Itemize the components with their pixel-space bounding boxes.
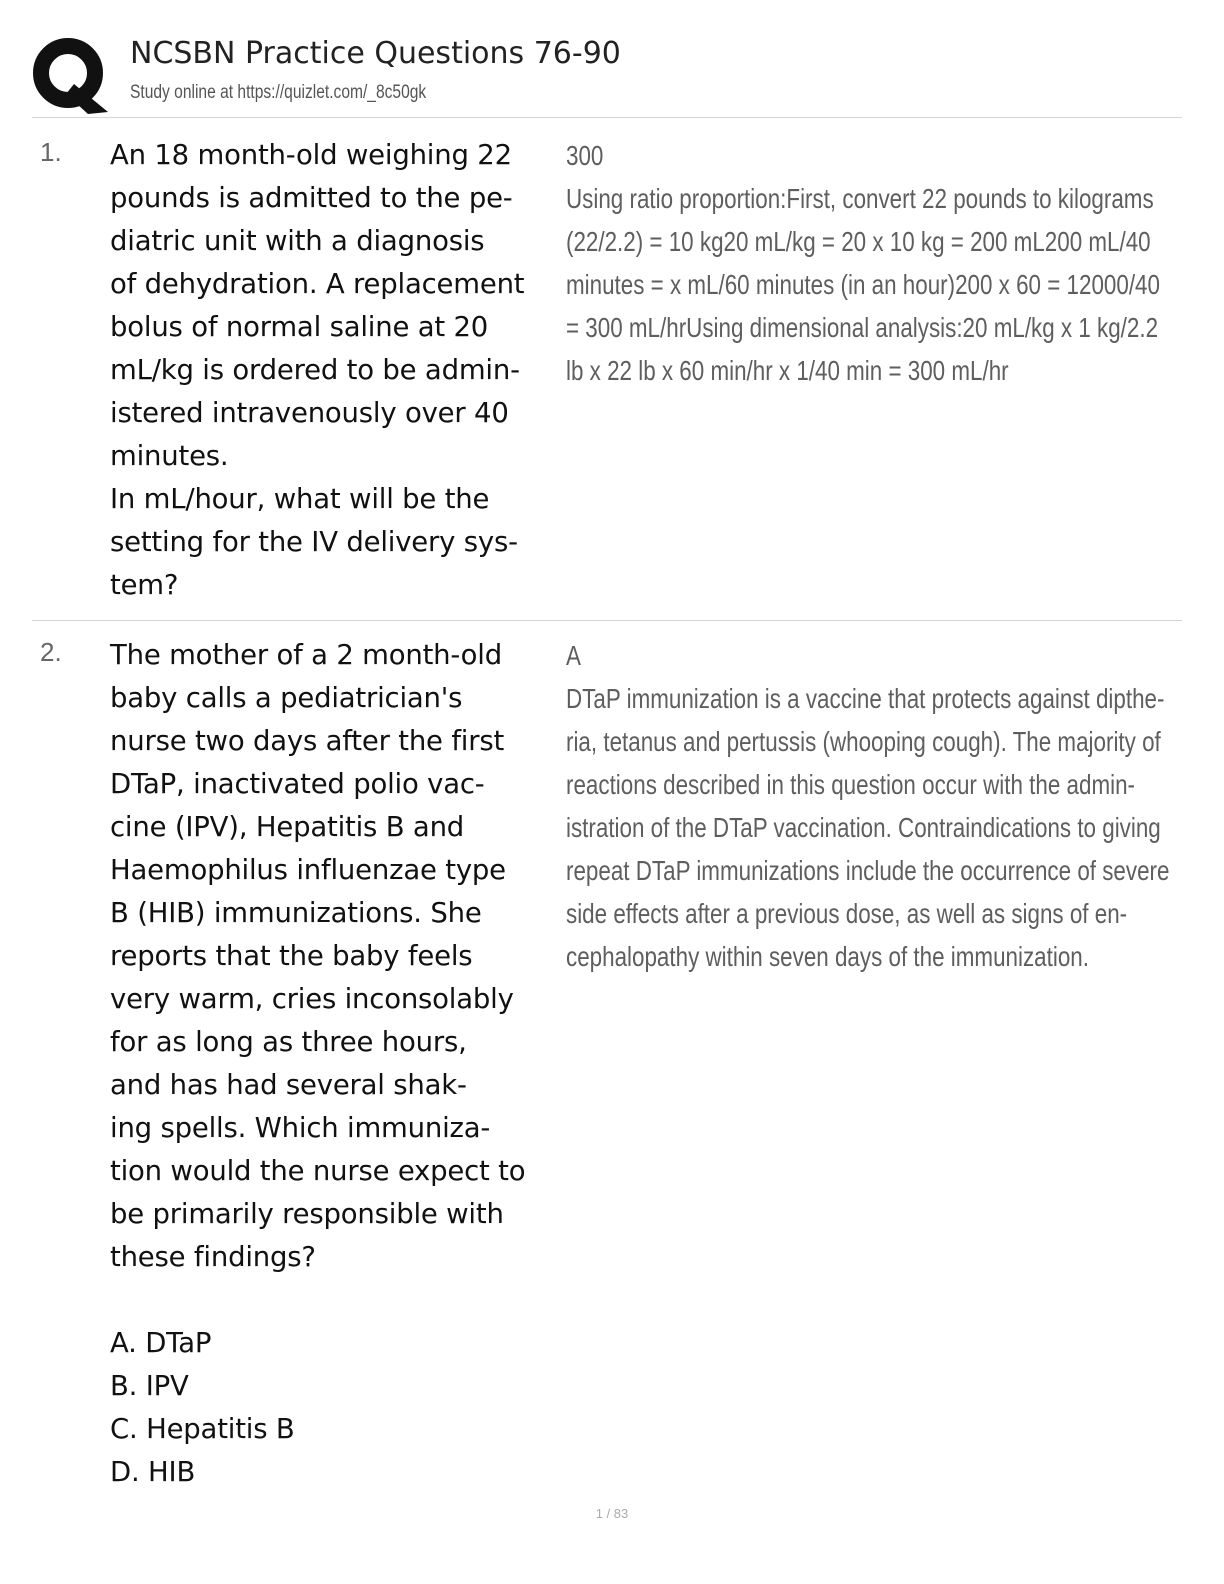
- question-line: mL/kg is ordered to be admin-: [110, 354, 520, 386]
- option-d: D. HIB: [110, 1456, 196, 1488]
- question-line: for as long as three hours,: [110, 1026, 467, 1058]
- document-header: [30, 30, 1180, 118]
- card-number: 2.: [40, 637, 62, 667]
- question-line: An 18 month-old weighing 22: [110, 139, 512, 171]
- question-line: tion would the nurse expect to: [110, 1155, 526, 1187]
- question-line: nurse two days after the first: [110, 725, 505, 757]
- card-answer: [566, 634, 1170, 978]
- answer-line: Using ratio proportion:First, convert 22 pounds to kilograms: [566, 183, 1154, 214]
- question-line: The mother of a 2 month-old: [110, 639, 502, 671]
- answer-line: ria, tetanus and pertussis (whooping cough). The majority of: [566, 726, 1161, 757]
- answer-line: istration of the DTaP vaccination. Contraindications to giving: [566, 812, 1161, 843]
- card-number: 1.: [40, 137, 62, 167]
- question-line: be primarily responsible with: [110, 1198, 504, 1230]
- question-line: B (HIB) immunizations. She: [110, 897, 482, 929]
- question-line: diatric unit with a diagnosis: [110, 225, 485, 257]
- quizlet-logo-icon: [30, 34, 112, 116]
- option-c: C. Hepatitis B: [110, 1413, 295, 1445]
- card-divider: [32, 620, 1182, 621]
- answer-line: (22/2.2) = 10 kg20 mL/kg = 20 x 10 kg = 200 mL200 mL/40: [566, 226, 1151, 257]
- question-line: reports that the baby feels: [110, 940, 473, 972]
- option-b: B. IPV: [110, 1370, 189, 1402]
- question-line: In mL/hour, what will be the: [110, 483, 490, 515]
- answer-line: reactions described in this question occur with the admin-: [566, 769, 1136, 800]
- question-line: ing spells. Which immuniza-: [110, 1112, 491, 1144]
- question-line: Haemophilus influenzae type: [110, 854, 506, 886]
- card-answer: [566, 134, 1158, 392]
- answer-line: = 300 mL/hrUsing dimensional analysis:20 mL/kg x 1 kg/2.2: [566, 312, 1159, 343]
- header-divider: [32, 117, 1182, 118]
- question-line: tem?: [110, 569, 179, 601]
- question-line: istered intravenously over 40: [110, 397, 509, 429]
- card-question: [110, 134, 572, 607]
- question-line: pounds is admitted to the pe-: [110, 182, 513, 214]
- answer-line: minutes = x mL/60 minutes (in an hour)200 x 60 = 12000/40: [566, 269, 1160, 300]
- question-line: of dehydration. A replacement: [110, 268, 525, 300]
- card-question: [110, 634, 572, 1494]
- page-indicator: 1 / 83: [595, 1506, 629, 1521]
- document-title: NCSBN Practice Questions 76-90: [130, 36, 621, 71]
- question-line: DTaP, inactivated polio vac-: [110, 768, 485, 800]
- question-line: and has had several shak-: [110, 1069, 467, 1101]
- answer-line: DTaP immunization is a vaccine that protects against dipthe-: [566, 683, 1165, 714]
- answer-line: side effects after a previous dose, as well as signs of en-: [566, 898, 1128, 929]
- answer-line: 300: [566, 140, 604, 171]
- question-line: baby calls a pediatrician's: [110, 682, 463, 714]
- answer-line: repeat DTaP immunizations include the occurrence of severe: [566, 855, 1170, 886]
- question-line: very warm, cries inconsolably: [110, 983, 514, 1015]
- question-line: these findings?: [110, 1241, 316, 1273]
- answer-line: A: [566, 640, 581, 671]
- study-online-link[interactable]: Study online at https://quizlet.com/_8c50gk: [130, 82, 427, 103]
- question-line: cine (IPV), Hepatitis B and: [110, 811, 465, 843]
- option-a: A. DTaP: [110, 1327, 212, 1359]
- answer-line: cephalopathy within seven days of the immunization.: [566, 941, 1089, 972]
- answer-options: [110, 1322, 572, 1494]
- question-line: bolus of normal saline at 20: [110, 311, 489, 343]
- answer-line: lb x 22 lb x 60 min/hr x 1/40 min = 300 mL/hr: [566, 355, 1009, 386]
- question-line: setting for the IV delivery sys-: [110, 526, 518, 558]
- question-line: minutes.: [110, 440, 229, 472]
